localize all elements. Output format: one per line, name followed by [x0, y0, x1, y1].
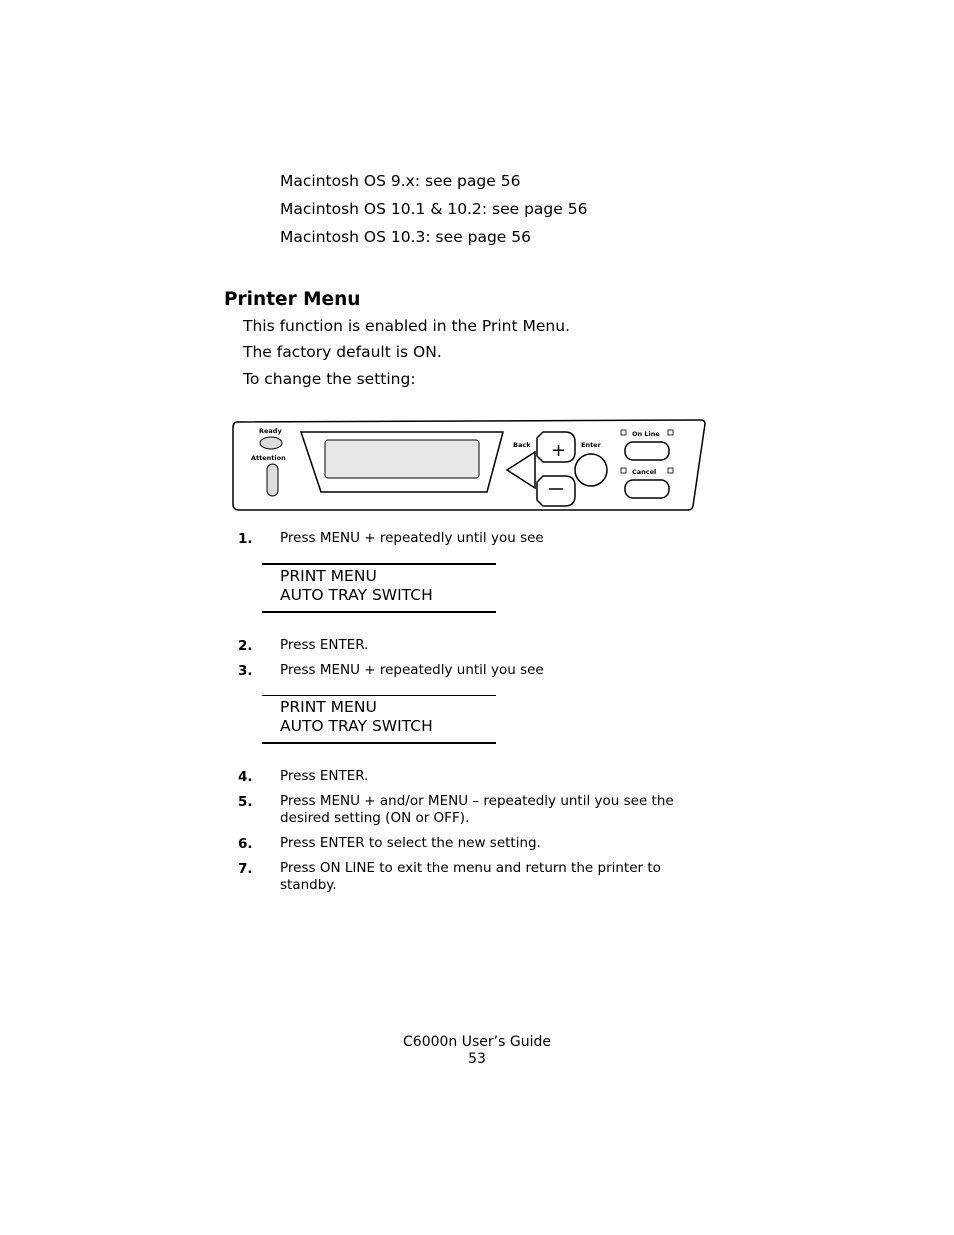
cancel-led-right	[668, 468, 673, 473]
footer-page-number: 53	[468, 1051, 486, 1067]
step-number-2: 2.	[238, 638, 253, 654]
footer-guide-title: C6000n User’s Guide	[403, 1034, 551, 1050]
online-led-left	[621, 430, 626, 435]
step-number-3: 3.	[238, 663, 253, 679]
step-number-7: 7.	[238, 861, 253, 877]
plus-icon: +	[551, 440, 567, 461]
step-number-4: 4.	[238, 769, 253, 785]
online-led-right	[668, 430, 673, 435]
control-panel-illustration	[231, 418, 706, 512]
lcd-display-1-line-2: AUTO TRAY SWITCH	[280, 586, 433, 604]
cancel-button[interactable]	[625, 480, 669, 498]
step-text-6: Press ENTER to select the new setting.	[280, 835, 541, 851]
os-ref-9x: Macintosh OS 9.x: see page 56	[280, 172, 521, 190]
lcd-display-2-line-1: PRINT MENU	[280, 698, 377, 716]
step-text-2: Press ENTER.	[280, 637, 369, 653]
online-button[interactable]	[625, 442, 669, 460]
os-ref-10-1: Macintosh OS 10.1 & 10.2: see page 56	[280, 200, 588, 218]
lcd-display-1-line-1: PRINT MENU	[280, 567, 377, 585]
attention-label: Attention	[251, 454, 286, 462]
section-title: Printer Menu	[224, 289, 361, 310]
lcd-display-2	[262, 695, 496, 744]
online-label: On Line	[632, 430, 660, 438]
cancel-label: Cancel	[632, 468, 657, 476]
step-number-1: 1.	[238, 531, 253, 547]
ready-led	[260, 437, 282, 449]
enter-label: Enter	[581, 441, 601, 449]
step-number-5: 5.	[238, 794, 253, 810]
os-ref-10-3: Macintosh OS 10.3: see page 56	[280, 228, 531, 246]
step-text-1: Press MENU + repeatedly until you see	[280, 530, 544, 546]
enter-button[interactable]	[575, 454, 607, 486]
step-text-4: Press ENTER.	[280, 768, 369, 784]
menu-minus-button[interactable]	[537, 476, 575, 506]
step-number-6: 6.	[238, 836, 253, 852]
step-text-7: Press ON LINE to exit the menu and return the printer to standby.	[280, 860, 661, 893]
lcd-display-1	[262, 563, 496, 613]
step-text-3: Press MENU + repeatedly until you see	[280, 662, 544, 678]
intro-line-3: To change the setting:	[243, 370, 416, 388]
ready-label: Ready	[259, 427, 282, 435]
lcd-display-2-line-2: AUTO TRAY SWITCH	[280, 717, 433, 735]
back-label: Back	[513, 441, 531, 449]
cancel-led-left	[621, 468, 626, 473]
intro-line-1: This function is enabled in the Print Menu.	[243, 317, 570, 335]
intro-line-2: The factory default is ON.	[243, 343, 442, 361]
attention-led	[267, 464, 278, 496]
step-text-5: Press MENU + and/or MENU – repeatedly until you see the desired setting (ON or OFF).	[280, 793, 674, 826]
